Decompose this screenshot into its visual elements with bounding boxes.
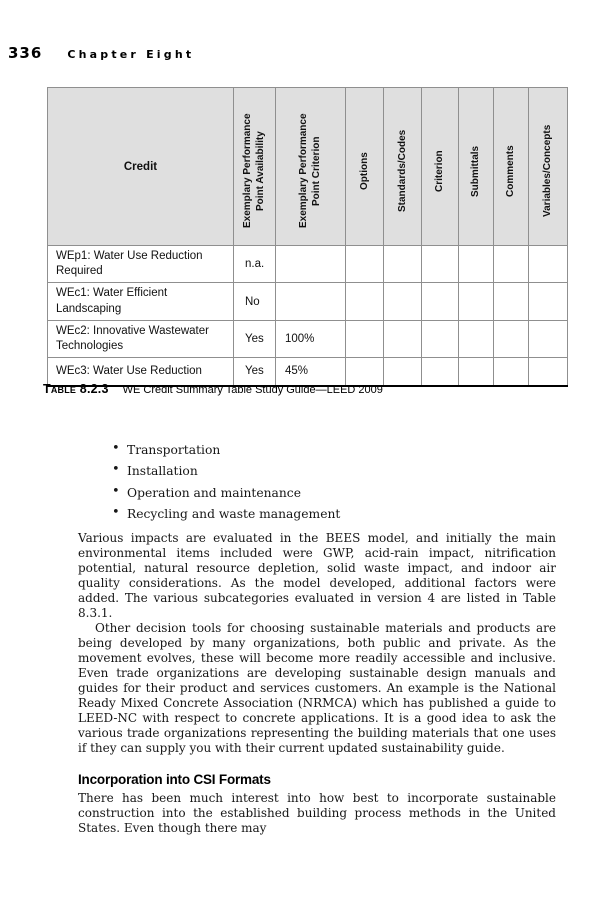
availability-cell: No	[234, 283, 276, 320]
empty-cell	[529, 246, 568, 283]
table-header-row	[48, 88, 568, 246]
empty-cell	[346, 283, 384, 320]
empty-cell	[459, 283, 494, 320]
criterion-cell: 100%	[276, 320, 346, 357]
list-item-label: Operation and maintenance	[127, 485, 301, 500]
list-item-label: Transportation	[127, 443, 221, 457]
empty-cell	[529, 283, 568, 320]
col-header-comments: Comments	[494, 88, 529, 246]
credit-cell: WEc2: Innovative Wastewater Technologies	[48, 320, 234, 357]
col-header-variables-concepts: Variables/Concepts	[529, 88, 568, 246]
paragraph: There has been much interest into how best to incorporate sustainable construction into the established building process methods in the United States. Even though there may	[78, 790, 556, 835]
table-caption	[43, 382, 383, 396]
col-header-ep-criterion: Exemplary Performance Point Criterion	[276, 88, 346, 246]
credit-cell: WEp1: Water Use Reduction Required	[48, 246, 234, 283]
list-item	[78, 504, 556, 522]
we-credit-summary-table	[47, 87, 568, 387]
table-row-wep1	[48, 246, 568, 283]
criterion-cell: 45%	[276, 358, 346, 386]
bullet-icon: •	[112, 504, 120, 520]
empty-cell	[529, 320, 568, 357]
empty-cell	[459, 320, 494, 357]
empty-cell	[384, 283, 422, 320]
col-header-credit: Credit	[48, 88, 234, 246]
empty-cell	[459, 246, 494, 283]
empty-cell	[346, 246, 384, 283]
col-header-options: Options	[346, 88, 384, 246]
empty-cell	[494, 320, 529, 357]
criterion-cell	[276, 246, 346, 283]
empty-cell	[346, 320, 384, 357]
credit-cell: WEc1: Water Efficient Landscaping	[48, 283, 234, 320]
empty-cell	[422, 246, 459, 283]
availability-cell: n.a.	[234, 246, 276, 283]
list-item	[78, 483, 556, 501]
empty-cell	[494, 283, 529, 320]
bullet-icon: •	[112, 462, 120, 478]
table-row-wec2	[48, 320, 568, 357]
chapter-title: Chapter Eight	[67, 48, 195, 61]
paragraph: Other decision tools for choosing sustainable materials and products are being developed by many organizations, both public and private. As the movement evolves, these will become more readily accessible and inclusive. Even trade organizations are developing sustainable design manuals and guides for their product and services customers. An example is the National Ready Mixed Concrete Association (NRMCA) which has published a guide to LEED-NC with respect to concrete applications. It is a good idea to ask the various trade organizations representing the building materials that one uses if they can supply you with their current updated sustainability guide.	[78, 620, 556, 755]
bullet-icon: •	[112, 441, 120, 456]
list-item	[78, 443, 556, 458]
empty-cell	[494, 358, 529, 386]
list-item-label: Installation	[127, 464, 198, 479]
col-header-criterion: Criterion	[422, 88, 459, 246]
section-heading: Incorporation into CSI Formats	[78, 771, 271, 787]
empty-cell	[422, 358, 459, 386]
list-item-label: Recycling and waste management	[127, 506, 341, 521]
col-header-ep-availability: Exemplary Performance Point Availability	[234, 88, 276, 246]
empty-cell	[494, 246, 529, 283]
page-number: 336	[8, 44, 43, 62]
table-caption-label: Table 8.2.3	[43, 382, 109, 396]
credit-cell: WEc3: Water Use Reduction	[48, 358, 234, 386]
empty-cell	[384, 246, 422, 283]
empty-cell	[459, 358, 494, 386]
availability-cell: Yes	[234, 320, 276, 357]
table-row-wec1	[48, 283, 568, 320]
bullet-list	[78, 443, 556, 522]
col-header-submittals: Submittals	[459, 88, 494, 246]
paragraph: Various impacts are evaluated in the BEES model, and initially the main environmental items included were GWP, acid-rain impact, nitrification potential, natural resource depletion, solid waste impact, and indoor air quality considerations. As the model developed, additional factors were added. The various subcategories evaluated in version 4 are listed in Table 8.3.1.	[78, 530, 556, 620]
criterion-cell	[276, 283, 346, 320]
col-header-standards-codes: Standards/Codes	[384, 88, 422, 246]
running-head	[8, 44, 194, 62]
list-item	[78, 464, 556, 479]
availability-cell: Yes	[234, 358, 276, 386]
bullet-icon: •	[112, 483, 120, 499]
empty-cell	[384, 320, 422, 357]
empty-cell	[384, 358, 422, 386]
empty-cell	[529, 358, 568, 386]
body-text	[78, 443, 556, 836]
empty-cell	[422, 320, 459, 357]
table-caption-text: WE Credit Summary Table Study Guide—LEED 2009	[122, 384, 383, 396]
empty-cell	[422, 283, 459, 320]
